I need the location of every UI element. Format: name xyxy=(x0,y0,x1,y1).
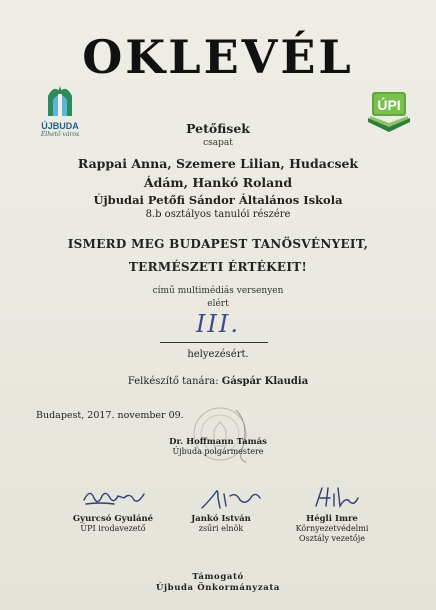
sponsor-label: Támogató xyxy=(192,572,244,582)
recipient-names xyxy=(0,154,436,192)
page-title: OKLEVÉL xyxy=(82,30,354,84)
signature-env xyxy=(308,484,368,510)
team-name: Petőfisek xyxy=(186,121,250,136)
signature-upi xyxy=(80,484,150,510)
upi-signatory-name: Gyurcsó Gyuláné xyxy=(72,514,154,524)
signature-jury xyxy=(196,486,266,512)
jury-signatory-name: Jankó István xyxy=(191,514,251,524)
signature-block-mayor xyxy=(150,437,286,457)
ujbuda-emblem-icon xyxy=(36,82,84,118)
contest-title-line-1: ISMERD MEG BUDAPEST TANÖSVÉNYEIT, xyxy=(67,237,369,251)
achieved-word: elért xyxy=(207,299,229,309)
upi-logo-text: ÚPI xyxy=(377,97,401,113)
team-word: csapat xyxy=(203,138,233,148)
upi-signatory-role: ÚPI irodavezető xyxy=(80,524,146,533)
signature-block-env xyxy=(276,514,388,544)
placement-underline xyxy=(160,342,268,343)
signature-block-upi xyxy=(58,514,168,534)
contest-suffix: című multimédiás versenyen xyxy=(152,286,284,296)
placement-value: III. xyxy=(195,310,241,338)
teacher-line xyxy=(0,376,436,387)
contest-title xyxy=(0,233,436,279)
mayor-role: Újbuda polgármestere xyxy=(172,447,264,456)
mayor-name: Dr. Hoffmann Tamás xyxy=(169,437,267,447)
school-name: Újbudai Petőfi Sándor Általános Iskola xyxy=(93,193,343,207)
contest-title-line-2: TERMÉSZETI ÉRTÉKEIT! xyxy=(128,260,308,274)
ujbuda-tagline: Élhető város xyxy=(40,131,80,138)
class-line: 8.b osztályos tanulói részére xyxy=(145,209,291,220)
recipient-names-line-1: Rappai Anna, Szemere Lilian, Hudacsek xyxy=(77,156,359,171)
recipient-names-line-2: Ádám, Hankó Roland xyxy=(143,175,293,190)
teacher-name: Gáspár Klaudia xyxy=(221,376,309,387)
sponsor-name: Újbuda Önkormányzata xyxy=(155,583,281,593)
jury-signatory-role: zsűri elnök xyxy=(198,524,244,533)
issue-date: Budapest, 2017. november 09. xyxy=(36,410,184,421)
signature-block-jury xyxy=(166,514,276,534)
env-signatory-role-2: Osztály vezetője xyxy=(299,534,365,543)
env-signatory-role-1: Környezetvédelmi xyxy=(295,524,369,533)
ujbuda-logo-text: ÚJBUDA xyxy=(41,121,79,131)
sponsor-footer xyxy=(0,572,436,594)
env-signatory-name: Hégli Imre xyxy=(306,514,358,524)
teacher-label: Felkészítő tanára: xyxy=(127,376,219,387)
placement-word: helyezésért. xyxy=(187,349,249,360)
